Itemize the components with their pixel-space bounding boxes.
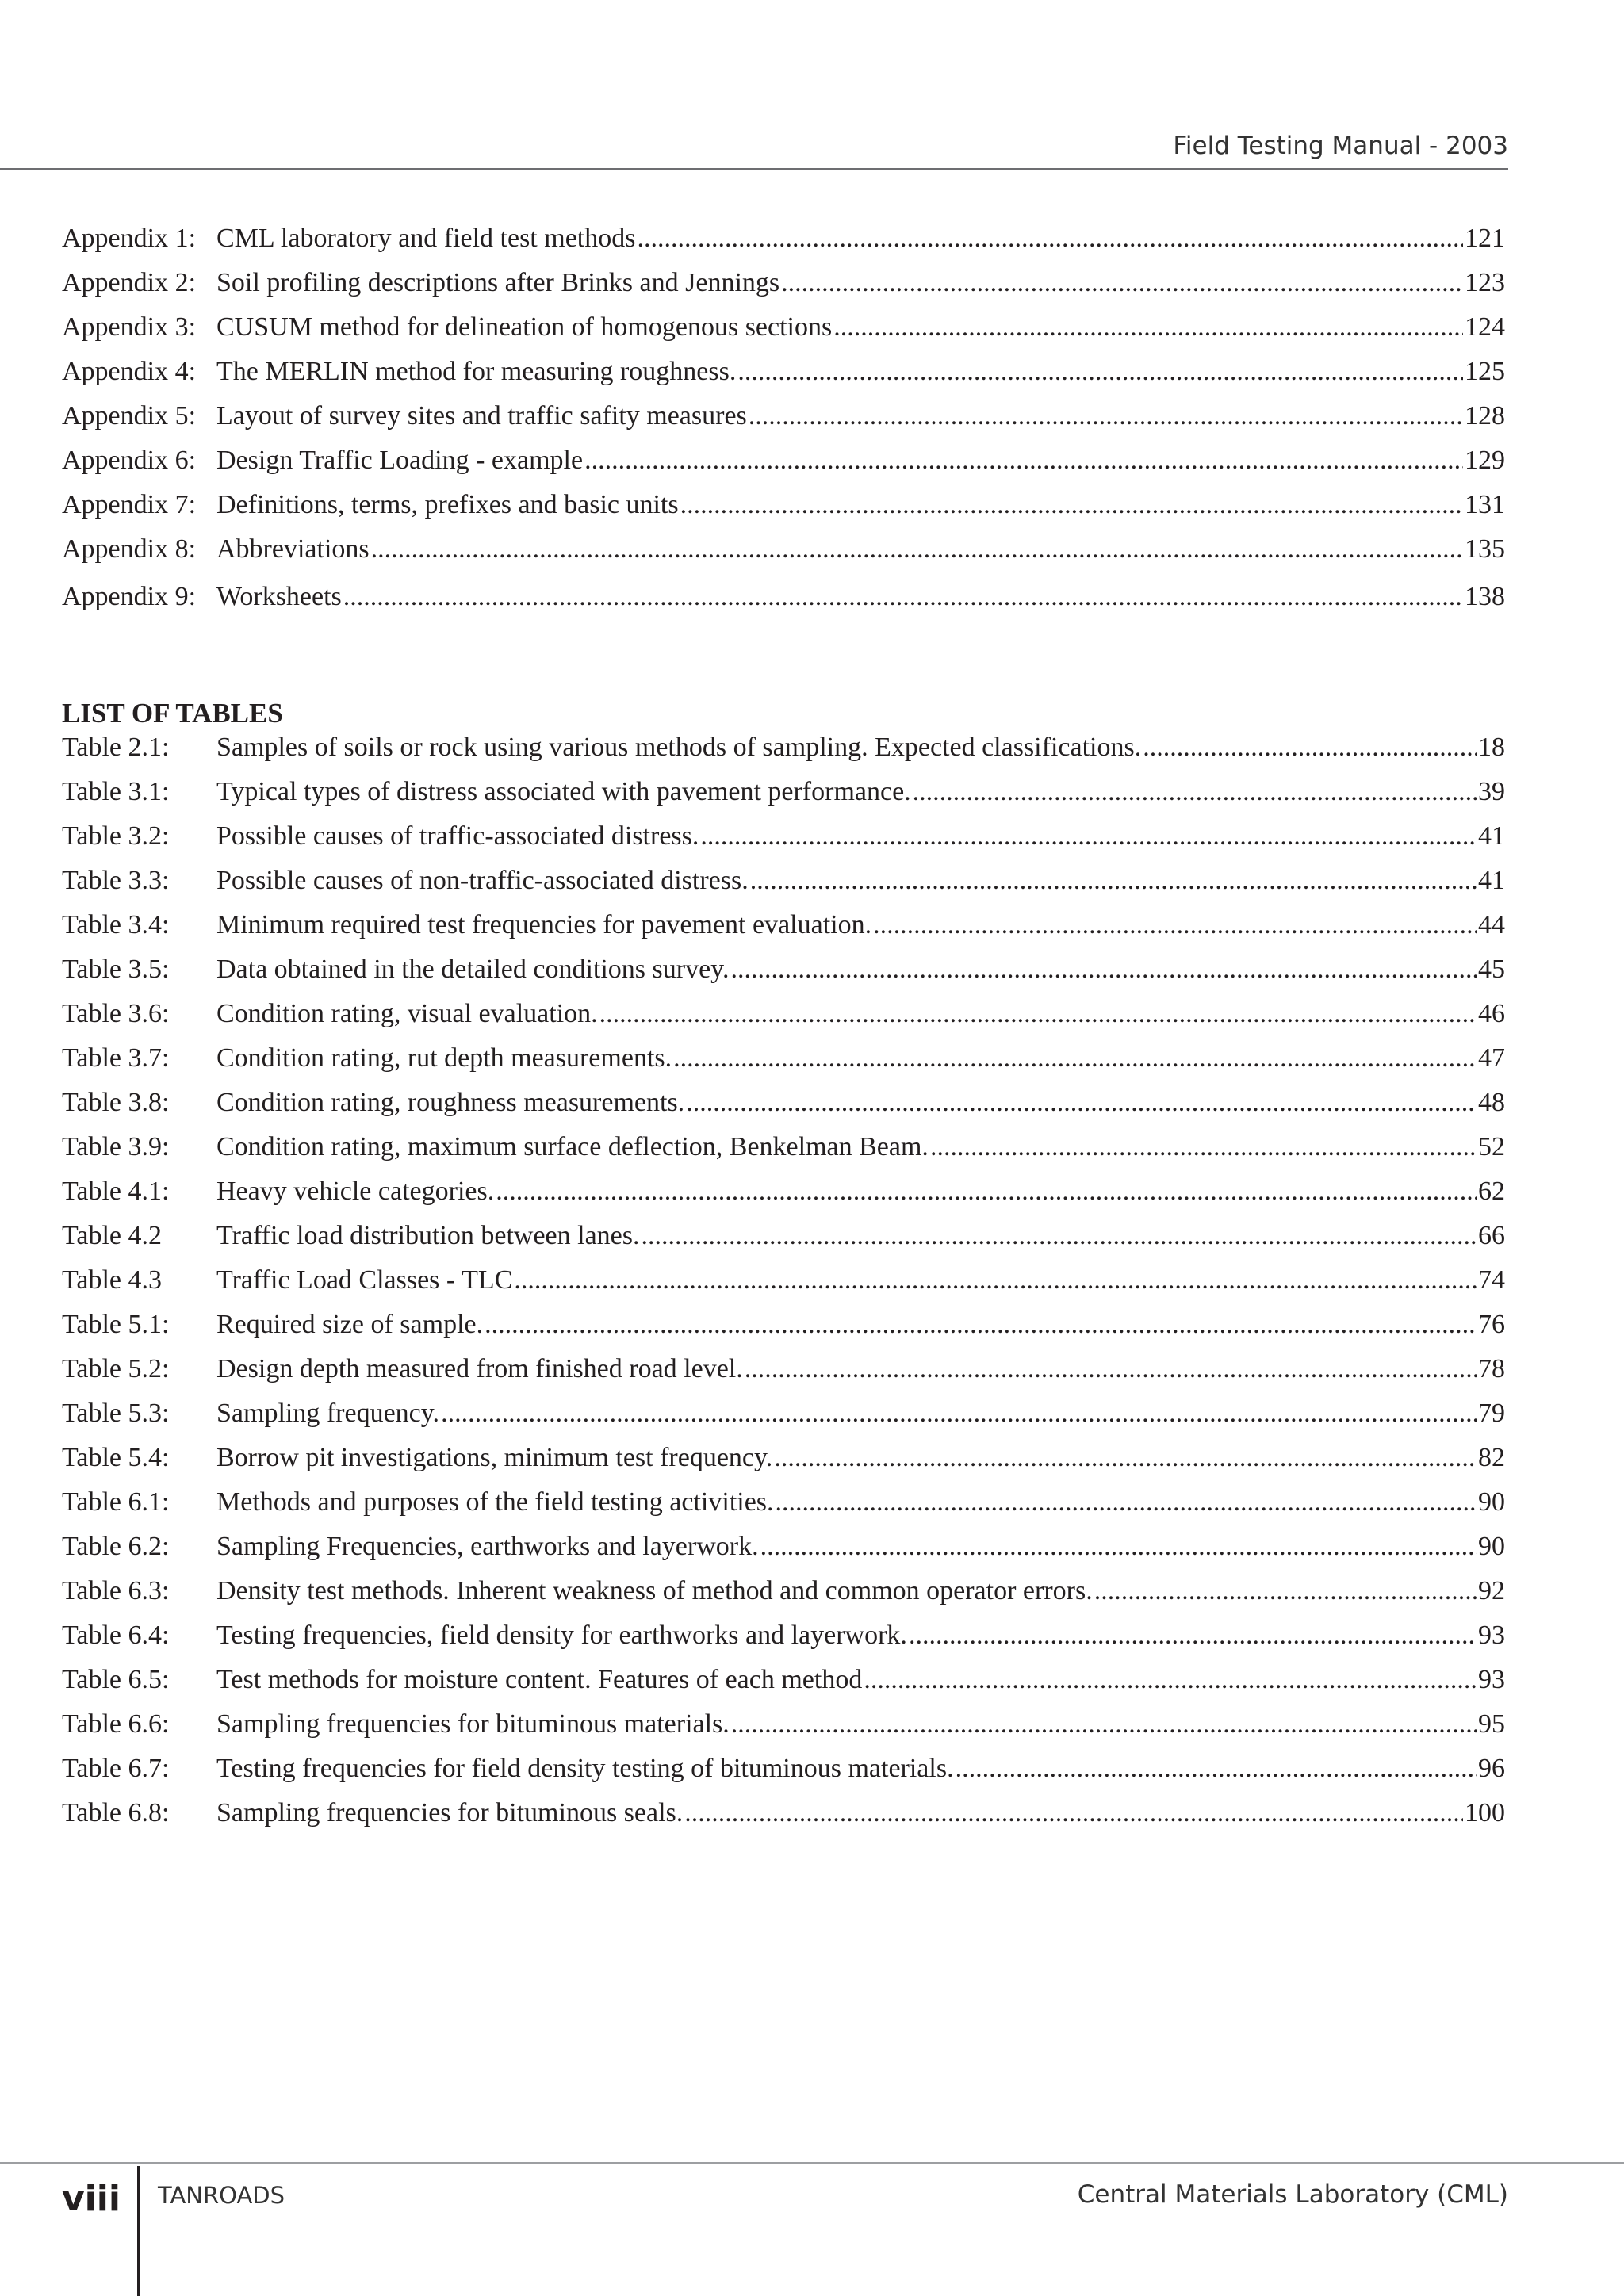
entry-title: Definitions, terms, prefixes and basic units — [216, 490, 679, 519]
dot-leader — [956, 1754, 1477, 1784]
entry-label: Table 6.2: — [62, 1532, 170, 1561]
entry-page-number: 92 — [1478, 1576, 1505, 1605]
entry-page-number: 90 — [1478, 1487, 1505, 1517]
entry-label: Table 3.1: — [62, 777, 170, 806]
entry-page-number: 45 — [1478, 955, 1505, 984]
dot-leader — [873, 910, 1477, 940]
toc-entry-appendix-1[interactable] — [62, 224, 1505, 268]
entry-title: Condition rating, visual evaluation. — [216, 999, 598, 1028]
toc-entry-table[interactable] — [62, 1043, 1505, 1088]
entry-label: Table 6.3: — [62, 1576, 170, 1605]
dot-leader — [1094, 1576, 1477, 1606]
entry-page-number: 124 — [1465, 312, 1505, 342]
entry-title: Testing frequencies, field density for earthworks and layerwork. — [216, 1621, 907, 1650]
entry-page-number: 93 — [1478, 1621, 1505, 1650]
dot-leader — [913, 777, 1477, 807]
entry-title: Design Traffic Loading - example — [216, 446, 584, 475]
dot-leader — [371, 534, 1463, 564]
toc-entry-appendix-6[interactable] — [62, 446, 1505, 490]
dot-leader — [599, 999, 1477, 1029]
entry-page-number: 18 — [1478, 733, 1505, 762]
entry-title: Sampling frequencies for bituminous materials. — [216, 1709, 730, 1739]
entry-title: Sampling Frequencies, earthworks and layerwork. — [216, 1532, 759, 1561]
toc-entry-appendix-8[interactable] — [62, 534, 1505, 579]
toc-entry-table[interactable] — [62, 1665, 1505, 1709]
toc-entry-table[interactable] — [62, 1265, 1505, 1310]
entry-page-number: 128 — [1465, 401, 1505, 430]
toc-entry-table[interactable] — [62, 1354, 1505, 1399]
footer-department: Central Materials Laboratory (CML) — [1077, 2180, 1508, 2209]
appendix-list — [62, 224, 1505, 626]
entry-title: Condition rating, rut depth measurements. — [216, 1043, 672, 1073]
dot-leader — [485, 1310, 1477, 1340]
entry-title: Condition rating, roughness measurements. — [216, 1088, 685, 1117]
toc-entry-appendix-2[interactable] — [62, 268, 1505, 312]
entry-label: Table 3.9: — [62, 1132, 170, 1161]
dot-leader — [774, 1443, 1477, 1473]
entry-page-number: 95 — [1478, 1709, 1505, 1739]
entry-label: Table 3.4: — [62, 910, 170, 939]
page-number: viii — [62, 2179, 121, 2219]
toc-entry-table[interactable] — [62, 1621, 1505, 1665]
entry-label: Table 3.8: — [62, 1088, 170, 1117]
entry-label: Table 6.7: — [62, 1754, 170, 1783]
dot-leader — [642, 1221, 1477, 1251]
toc-entry-table[interactable] — [62, 821, 1505, 866]
toc-entry-table[interactable] — [62, 1532, 1505, 1576]
toc-entry-appendix-7[interactable] — [62, 490, 1505, 534]
entry-page-number: 62 — [1478, 1177, 1505, 1206]
list-of-tables-heading: LIST OF TABLES — [62, 698, 283, 729]
dot-leader — [441, 1399, 1477, 1429]
entry-title: Condition rating, maximum surface deflection, Benkelman Beam. — [216, 1132, 929, 1161]
entry-title: Required size of sample. — [216, 1310, 484, 1339]
entry-label: Table 5.1: — [62, 1310, 170, 1339]
entry-label: Appendix 7: — [62, 490, 197, 519]
entry-page-number: 74 — [1478, 1265, 1505, 1295]
entry-page-number: 131 — [1465, 490, 1505, 519]
running-header-title: Field Testing Manual - 2003 — [1173, 132, 1508, 160]
entry-title: Possible causes of traffic-associated distress. — [216, 821, 699, 851]
dot-leader — [781, 268, 1463, 298]
dot-leader — [731, 1709, 1477, 1739]
entry-label: Appendix 2: — [62, 268, 197, 297]
toc-entry-table[interactable] — [62, 999, 1505, 1043]
dot-leader — [909, 1621, 1477, 1651]
entry-title: Traffic Load Classes - TLC — [216, 1265, 513, 1295]
entry-page-number: 44 — [1478, 910, 1505, 939]
entry-title: Typical types of distress associated with pavement performance. — [216, 777, 911, 806]
dot-leader — [496, 1177, 1477, 1207]
dot-leader — [684, 1798, 1463, 1828]
toc-entry-appendix-9[interactable] — [62, 582, 1505, 626]
toc-entry-table[interactable] — [62, 1709, 1505, 1754]
entry-label: Table 5.4: — [62, 1443, 170, 1472]
entry-title: Design depth measured from finished road level. — [216, 1354, 743, 1383]
entry-page-number: 39 — [1478, 777, 1505, 806]
toc-entry-table[interactable] — [62, 955, 1505, 999]
entry-label: Appendix 9: — [62, 582, 197, 611]
dot-leader — [745, 1354, 1477, 1384]
toc-entry-table[interactable] — [62, 1177, 1505, 1221]
dot-leader — [637, 224, 1463, 254]
dot-leader — [584, 446, 1463, 476]
entry-label: Table 3.3: — [62, 866, 170, 895]
dot-leader — [864, 1665, 1477, 1695]
entry-label: Appendix 1: — [62, 224, 197, 253]
toc-entry-table[interactable] — [62, 1443, 1505, 1487]
entry-label: Table 3.5: — [62, 955, 170, 984]
entry-label: Appendix 3: — [62, 312, 197, 342]
entry-title: Sampling frequencies for bituminous seals. — [216, 1798, 684, 1827]
entry-title: Density test methods. Inherent weakness of method and common operator errors. — [216, 1576, 1093, 1605]
entry-title: Possible causes of non-traffic-associated distress. — [216, 866, 749, 895]
dot-leader — [930, 1132, 1477, 1162]
entry-page-number: 123 — [1465, 268, 1505, 297]
entry-page-number: 129 — [1465, 446, 1505, 475]
toc-entry-table[interactable] — [62, 866, 1505, 910]
entry-label: Table 6.6: — [62, 1709, 170, 1739]
entry-title: Traffic load distribution between lanes. — [216, 1221, 640, 1250]
entry-label: Table 4.1: — [62, 1177, 170, 1206]
entry-label: Table 6.1: — [62, 1487, 170, 1517]
dot-leader — [343, 582, 1463, 612]
entry-page-number: 41 — [1478, 866, 1505, 895]
dot-leader — [680, 490, 1463, 520]
toc-entry-table[interactable] — [62, 1399, 1505, 1443]
dot-leader — [700, 821, 1477, 851]
toc-entry-table[interactable] — [62, 733, 1505, 777]
footer-divider — [0, 2162, 1624, 2164]
header-divider — [0, 168, 1508, 170]
dot-leader — [760, 1532, 1477, 1562]
entry-label: Table 4.2 — [62, 1221, 163, 1250]
toc-entry-table[interactable] — [62, 1310, 1505, 1354]
entry-title: Methods and purposes of the field testing activities. — [216, 1487, 774, 1517]
toc-entry-table[interactable] — [62, 910, 1505, 955]
entry-label: Appendix 8: — [62, 534, 197, 564]
toc-entry-table[interactable] — [62, 1088, 1505, 1132]
dot-leader — [730, 955, 1477, 985]
entry-title: CUSUM method for delineation of homogenous sections — [216, 312, 833, 342]
entry-title: Testing frequencies for field density testing of bituminous materials. — [216, 1754, 954, 1783]
entry-page-number: 90 — [1478, 1532, 1505, 1561]
entry-label: Table 4.3 — [62, 1265, 163, 1295]
entry-title: Data obtained in the detailed conditions survey. — [216, 955, 730, 984]
entry-title: Samples of soils or rock using various methods of sampling. Expected classifications. — [216, 733, 1142, 762]
entry-page-number: 76 — [1478, 1310, 1505, 1339]
dot-leader — [1143, 733, 1477, 763]
footer-organization: TANROADS — [158, 2182, 285, 2209]
entry-label: Table 3.7: — [62, 1043, 170, 1073]
entry-page-number: 138 — [1465, 582, 1505, 611]
toc-entry-table[interactable] — [62, 1798, 1505, 1843]
dot-leader — [749, 401, 1463, 431]
toc-entry-appendix-5[interactable] — [62, 401, 1505, 446]
entry-label: Table 6.8: — [62, 1798, 170, 1827]
entry-page-number: 78 — [1478, 1354, 1505, 1383]
entry-title: Heavy vehicle categories. — [216, 1177, 495, 1206]
entry-label: Table 6.4: — [62, 1621, 170, 1650]
dot-leader — [686, 1088, 1477, 1118]
entry-label: Table 3.2: — [62, 821, 170, 851]
dot-leader — [833, 312, 1463, 342]
entry-label: Appendix 5: — [62, 401, 197, 430]
entry-title: The MERLIN method for measuring roughness. — [216, 357, 737, 386]
entry-page-number: 41 — [1478, 821, 1505, 851]
entry-title: Sampling frequency. — [216, 1399, 440, 1428]
dot-leader — [776, 1487, 1477, 1517]
entry-page-number: 100 — [1465, 1798, 1505, 1827]
entry-title: Layout of survey sites and traffic safity measures — [216, 401, 747, 430]
entry-label: Table 6.5: — [62, 1665, 170, 1694]
entry-page-number: 121 — [1465, 224, 1505, 253]
list-of-tables — [62, 683, 1505, 1843]
entry-title: Abbreviations — [216, 534, 370, 564]
entry-page-number: 66 — [1478, 1221, 1505, 1250]
toc-entry-table[interactable] — [62, 1132, 1505, 1177]
toc-entry-appendix-3[interactable] — [62, 312, 1505, 357]
dot-leader — [737, 357, 1463, 387]
entry-page-number: 79 — [1478, 1399, 1505, 1428]
toc-entry-table[interactable] — [62, 1487, 1505, 1532]
entry-page-number: 82 — [1478, 1443, 1505, 1472]
entry-title: CML laboratory and field test methods — [216, 224, 636, 253]
entry-title: Soil profiling descriptions after Brinks and Jennings — [216, 268, 780, 297]
entry-label: Table 2.1: — [62, 733, 170, 762]
entry-label: Table 5.2: — [62, 1354, 170, 1383]
footer-vertical-divider — [137, 2166, 140, 2296]
entry-title: Worksheets — [216, 582, 342, 611]
entry-page-number: 96 — [1478, 1754, 1505, 1783]
toc-entry-table[interactable] — [62, 1576, 1505, 1621]
entry-page-number: 125 — [1465, 357, 1505, 386]
entry-title: Test methods for moisture content. Features of each method — [216, 1665, 863, 1694]
toc-entry-appendix-4[interactable] — [62, 357, 1505, 401]
entry-label: Table 5.3: — [62, 1399, 170, 1428]
entry-page-number: 46 — [1478, 999, 1505, 1028]
entry-page-number: 47 — [1478, 1043, 1505, 1073]
entry-page-number: 52 — [1478, 1132, 1505, 1161]
entry-page-number: 93 — [1478, 1665, 1505, 1694]
entry-page-number: 135 — [1465, 534, 1505, 564]
entry-label: Appendix 4: — [62, 357, 197, 386]
toc-entry-table[interactable] — [62, 1221, 1505, 1265]
entry-label: Table 3.6: — [62, 999, 170, 1028]
dot-leader — [673, 1043, 1477, 1073]
entry-page-number: 48 — [1478, 1088, 1505, 1117]
dot-leader — [514, 1265, 1477, 1295]
dot-leader — [750, 866, 1477, 896]
toc-entry-table[interactable] — [62, 777, 1505, 821]
entry-title: Minimum required test frequencies for pavement evaluation. — [216, 910, 872, 939]
toc-entry-table[interactable] — [62, 1754, 1505, 1798]
entry-label: Appendix 6: — [62, 446, 197, 475]
entry-title: Borrow pit investigations, minimum test frequency. — [216, 1443, 773, 1472]
